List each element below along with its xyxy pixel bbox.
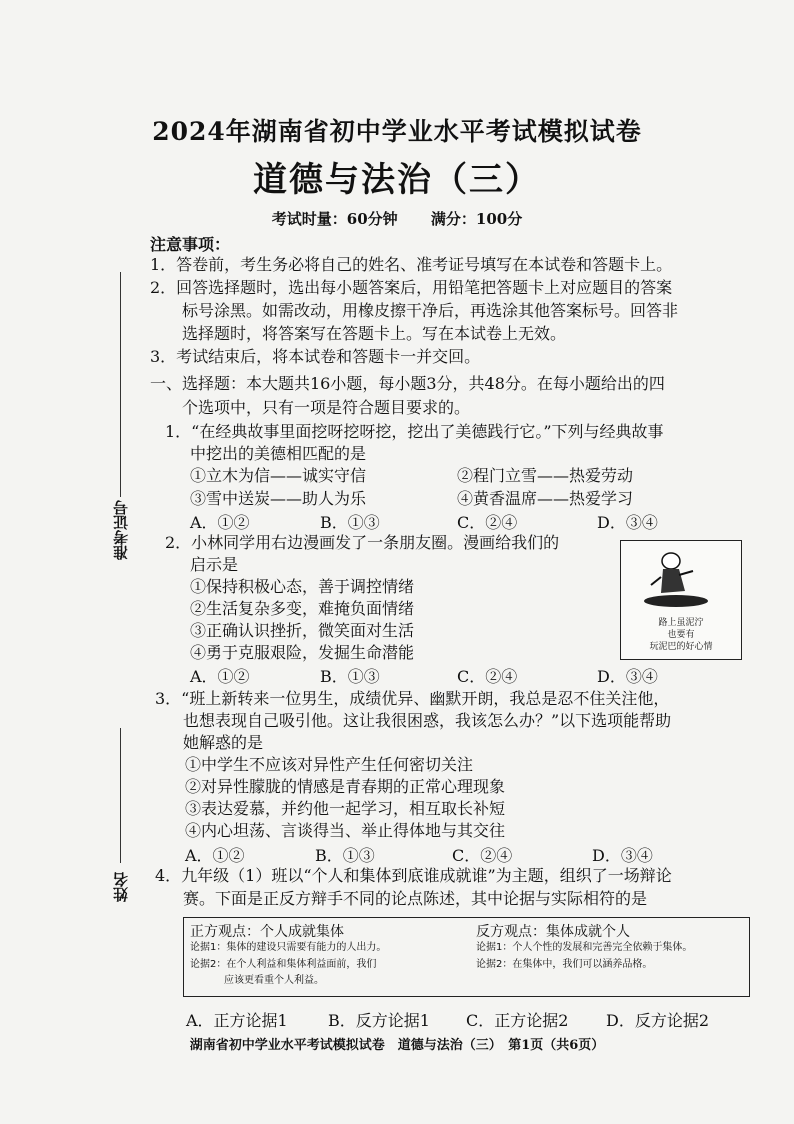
question-2-option-b[interactable]: B．①③: [320, 667, 380, 686]
question-3-option-b[interactable]: B．①③: [315, 846, 375, 865]
notice-heading: 注意事项：: [150, 235, 231, 254]
notice-line: 选择题时，将答案写在答题卡上。写在本试卷上无效。: [182, 324, 567, 343]
name-label: 姓名: [112, 872, 130, 902]
pro-argument: 论据2：在个人利益和集体利益面前，我们: [190, 959, 377, 970]
notice-line: 1．答卷前，考生务必将自己的姓名、准考证号填写在本试卷和答题卡上。: [150, 255, 673, 274]
question-1-item: ④黄香温席——热爱学习: [457, 489, 634, 508]
exam-info: [0, 208, 794, 229]
question-3-stem: 也想表现自己吸引他。这让我很困惑，我该怎么办？”以下选项能帮助: [183, 711, 672, 730]
question-2-stem: 2．小林同学用右边漫画发了一条朋友圈。漫画给我们的: [165, 533, 560, 552]
question-2-item: ③正确认识挫折，微笑面对生活: [190, 621, 415, 640]
con-argument: 论据2：在集体中，我们可以涵养品格。: [476, 959, 653, 970]
exam-subject: 道德与法治（三）: [253, 160, 541, 200]
question-1-option-a[interactable]: A．①②: [190, 513, 250, 532]
pro-argument: 应该更看重个人利益。: [224, 975, 324, 986]
question-1-stem: 1．“在经典故事里面挖呀挖呀挖，挖出了美德践行它。”下列与经典故事: [165, 422, 664, 441]
pro-viewpoint: 正方观点：个人成就集体: [190, 924, 344, 940]
question-1-item: ③雪中送炭——助人为乐: [190, 489, 367, 508]
exam-title: 2024年湖南省初中学业水平考试模拟试卷: [152, 117, 642, 146]
comic-illustration: [620, 540, 742, 660]
question-4-option-b[interactable]: B．反方论据1: [328, 1011, 430, 1030]
question-3-stem: 3．“班上新转来一位男生，成绩优异、幽默开朗，我总是忍不住关注他，: [155, 689, 670, 708]
question-2-option-c[interactable]: C．②④: [457, 667, 518, 686]
notice-line: 2．回答选择题时，选出每小题答案后，用铅笔把答题卡上对应题目的答案: [150, 278, 673, 297]
question-2-item: ②生活复杂多变，难掩负面情绪: [190, 599, 415, 618]
question-2-item: ④勇于克服艰险，发掘生命潜能: [190, 643, 415, 662]
question-4-option-a[interactable]: A．正方论据1: [186, 1011, 288, 1030]
con-viewpoint: 反方观点：集体成就个人: [476, 924, 630, 940]
question-3-item: ④内心坦荡、言谈得当、举止得体地与其交往: [185, 821, 506, 840]
page-footer: 湖南省初中学业水平考试模拟试卷 道德与法治（三） 第1页（共6页）: [189, 1038, 605, 1053]
question-3-item: ①中学生不应该对异性产生任何密切关注: [185, 755, 474, 774]
exam-time: 考试时量：60分钟: [271, 210, 398, 228]
question-2-stem: 启示是: [190, 555, 239, 574]
question-3-stem: 她解惑的是: [183, 733, 264, 752]
question-3-item: ②对异性朦胧的情感是青春期的正常心理现象: [185, 777, 506, 796]
section-intro: 个选项中，只有一项是符合题目要求的。: [182, 398, 471, 417]
question-1-option-c[interactable]: C．②④: [457, 513, 518, 532]
question-1-item: ①立木为信——诚实守信: [190, 466, 367, 485]
question-3-option-d[interactable]: D．③④: [592, 846, 653, 865]
question-1-option-d[interactable]: D．③④: [597, 513, 658, 532]
question-2-option-a[interactable]: A．①②: [190, 667, 250, 686]
exam-score: 满分：100分: [430, 210, 523, 228]
pro-argument: 论据1：集体的建设只需要有能力的人出力。: [190, 942, 387, 953]
ticket-number-label: 准考证号: [112, 500, 130, 560]
con-argument: 论据1：个人个性的发展和完善完全依赖于集体。: [476, 942, 693, 953]
notice-line: 标号涂黑。如需改动，用橡皮擦干净后，再选涂其他答案标号。回答非: [182, 301, 679, 320]
question-4-option-d[interactable]: D．反方论据2: [606, 1011, 710, 1030]
question-4-option-c[interactable]: C．正方论据2: [466, 1011, 569, 1030]
comic-caption: 路上虽泥泞 也要有 玩泥巴的好心情: [649, 618, 713, 652]
question-1-stem: 中挖出的美德相匹配的是: [190, 444, 367, 463]
question-2-item: ①保持积极心态，善于调控情绪: [190, 577, 415, 596]
question-4-stem: 赛。下面是正反方辩手不同的论点陈述，其中论据与实际相符的是: [183, 889, 648, 908]
name-line: [120, 728, 121, 863]
question-1-option-b[interactable]: B．①③: [320, 513, 380, 532]
question-3-option-c[interactable]: C．②④: [452, 846, 513, 865]
question-3-item: ③表达爱慕，并约他一起学习，相互取长补短: [185, 799, 506, 818]
notice-line: 3．考试结束后，将本试卷和答题卡一并交回。: [150, 347, 481, 366]
section-intro: 一、选择题：本大题共16小题，每小题3分，共48分。在每小题给出的四: [150, 374, 665, 393]
question-2-option-d[interactable]: D．③④: [597, 667, 658, 686]
question-4-stem: 4．九年级（1）班以“个人和集体到底谁成就谁”为主题，组织了一场辩论: [155, 866, 672, 885]
debate-table: [183, 917, 750, 997]
question-3-option-a[interactable]: A．①②: [185, 846, 245, 865]
question-1-item: ②程门立雪——热爱劳动: [457, 466, 634, 485]
ticket-number-line: [120, 272, 121, 497]
